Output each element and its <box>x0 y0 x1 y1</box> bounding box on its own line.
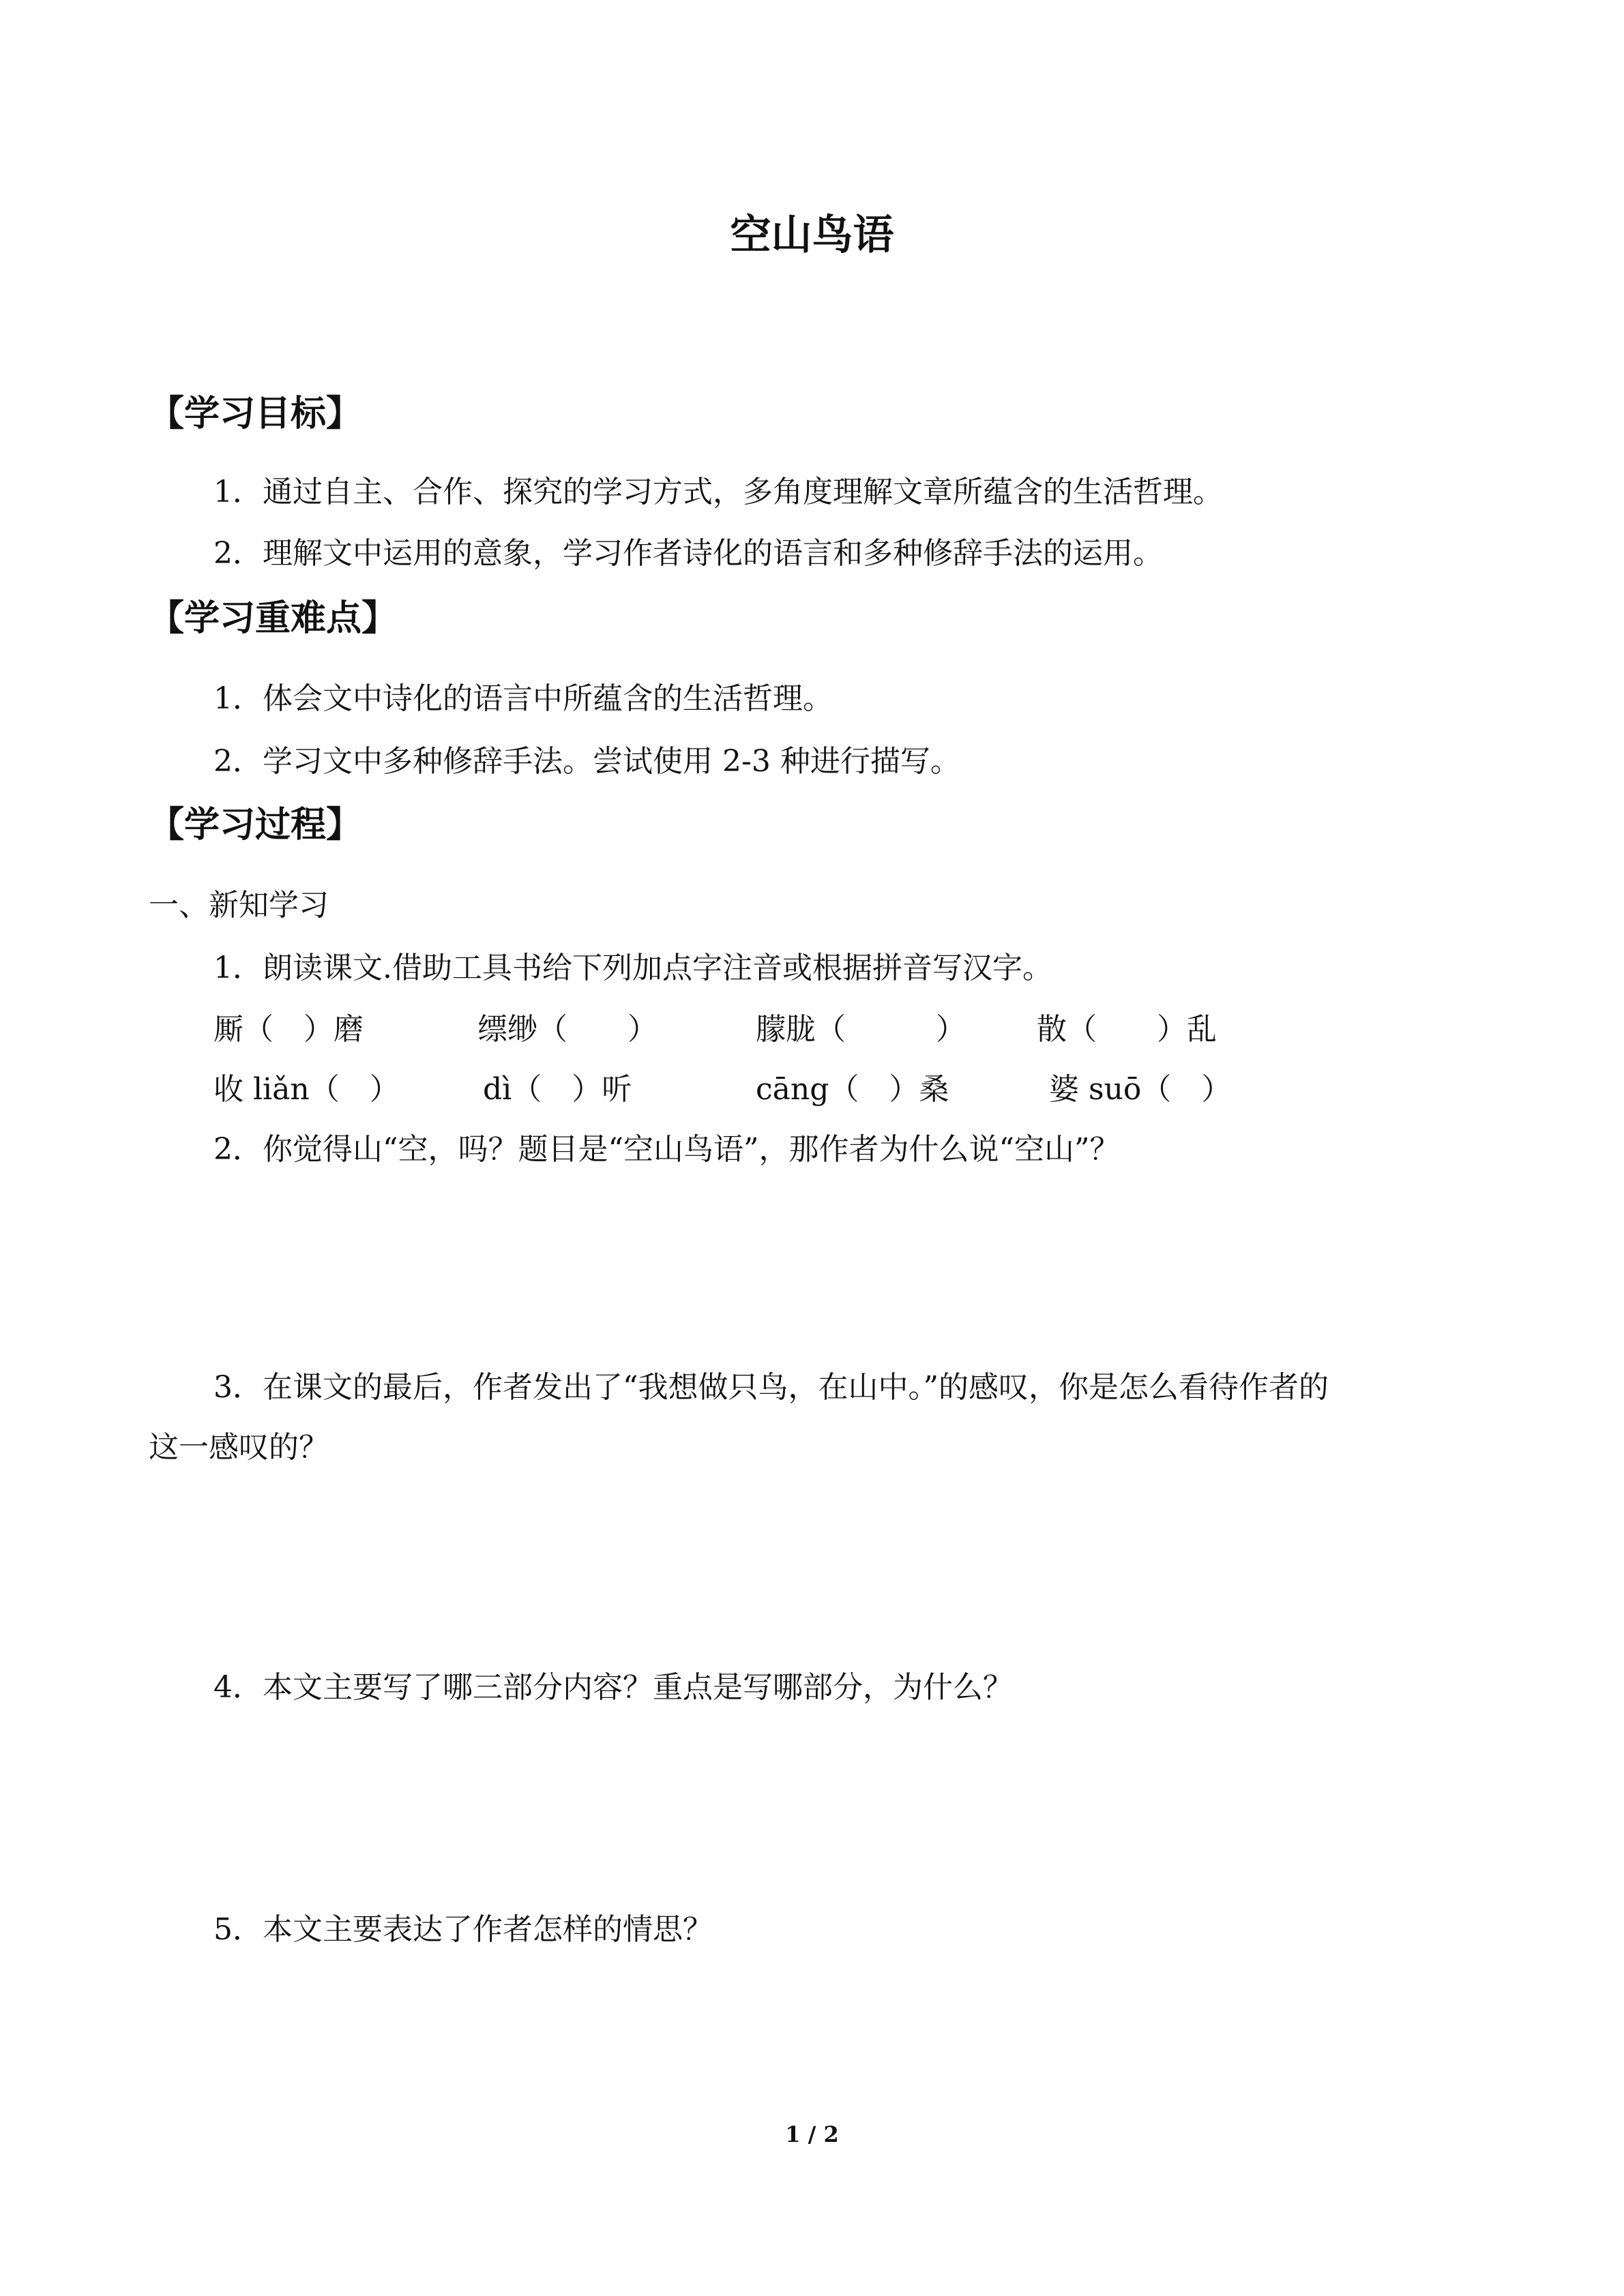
key-point-item-2: 2．学习文中多种修辞手法。尝试使用 2-3 种进行描写。 <box>213 744 960 779</box>
question-5: 5．本文主要表达了作者怎样的情思？ <box>213 1912 713 1947</box>
question-1: 1．朗读课文.借助工具书给下列加点字注音或根据拼音写汉字。 <box>213 951 1052 985</box>
page-number: 1 / 2 <box>785 2121 839 2147</box>
pinyin-item-8: 婆 suō（ ） <box>1049 1072 1232 1107</box>
question-4: 4．本文主要写了哪三部分内容？重点是写哪部分，为什么？ <box>213 1670 1013 1705</box>
pinyin-item-5: 收 liǎn（ ） <box>213 1072 400 1107</box>
objectives-heading: 【学习目标】 <box>149 393 362 434</box>
question-3-line-1: 3．在课文的最后，作者发出了“我想做只鸟，在山中。”的感叹，你是怎么看待作者的 <box>213 1370 1329 1405</box>
objective-item-1: 1．通过自主、合作、探究的学习方式，多角度理解文章所蕴含的生活哲理。 <box>213 475 1223 509</box>
key-points-heading: 【学习重难点】 <box>149 598 398 639</box>
pinyin-item-4: 散（ ）乱 <box>1037 1012 1217 1047</box>
pinyin-item-3: 朦胧（ ） <box>756 1012 966 1047</box>
objective-item-2: 2．理解文中运用的意象，学习作者诗化的语言和多种修辞手法的运用。 <box>213 536 1163 571</box>
pinyin-item-7: cāng（ ）桑 <box>756 1072 949 1107</box>
pinyin-item-6: dì（ ）听 <box>483 1072 632 1107</box>
part1-title: 一、新知学习 <box>149 888 329 923</box>
question-2: 2．你觉得山“空，吗？题目是“空山鸟语”，那作者为什么说“空山”？ <box>213 1132 1120 1167</box>
pinyin-item-1: 厮（ ）磨 <box>213 1012 364 1047</box>
key-point-item-1: 1．体会文中诗化的语言中所蕴含的生活哲理。 <box>213 681 833 716</box>
pinyin-item-2: 缥缈（ ） <box>477 1012 658 1047</box>
process-heading: 【学习过程】 <box>149 805 362 846</box>
question-3-line-2: 这一感叹的？ <box>149 1430 329 1465</box>
page-title: 空山鸟语 <box>730 211 894 259</box>
